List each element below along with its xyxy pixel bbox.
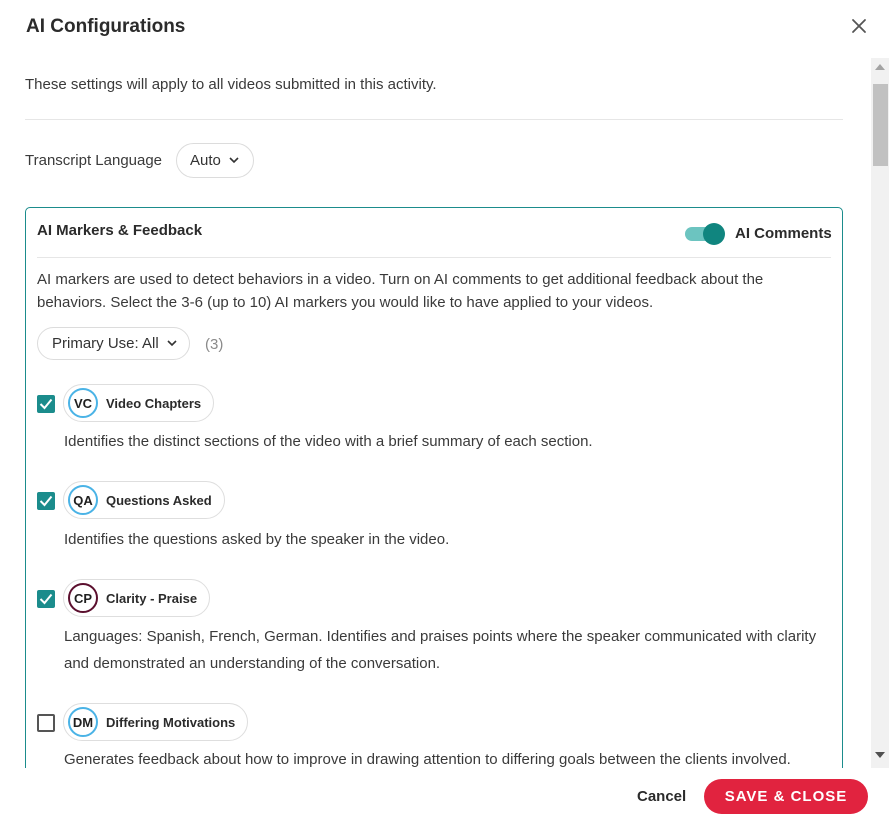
dialog-content[interactable] [0,58,870,768]
marker-checkbox[interactable] [37,714,55,732]
marker-name: Video Chapters [106,395,202,411]
transcript-language-label: Transcript Language [25,152,163,169]
checkmark-icon [39,495,53,507]
scrollbar-thumb[interactable] [873,84,888,166]
scrollbar[interactable] [871,58,889,768]
chevron-down-icon [167,340,177,347]
marker-checkbox[interactable] [37,590,55,608]
save-and-close-button[interactable]: SAVE & CLOSE [704,779,868,814]
marker-badge: VC [68,388,98,418]
transcript-language-select[interactable] [176,143,254,178]
close-button[interactable] [847,14,871,38]
selected-count: (3) [205,336,224,353]
checkmark-icon [39,398,53,410]
ai-comments-label: AI Comments [735,225,832,242]
marker-chip[interactable] [63,481,225,519]
marker-chip[interactable] [63,384,214,422]
marker-name: Clarity - Praise [106,590,198,606]
primary-use-filter-label: Primary Use: All [52,335,159,352]
marker-description: Languages: Spanish, French, German. Identifies and praises points where the speaker communicated with clarity and demonstrated an understanding of the conversation. [64,628,817,672]
marker-name: Differing Motivations [106,714,236,730]
marker-badge: CP [68,583,98,613]
triangle-down-icon [875,752,885,758]
marker-badge: QA [68,485,98,515]
scroll-down-arrow[interactable] [871,752,889,762]
dialog-title: AI Configurations [26,16,186,37]
marker-chip[interactable] [63,579,210,617]
marker-badge: DM [68,707,98,737]
marker-name: Questions Asked [106,492,212,508]
primary-use-filter[interactable] [37,327,190,360]
panel-description: AI markers are used to detect behaviors in a video. Turn on AI comments to get additional feedback about the behaviors. Select the 3-6 (up to 10) AI markers you would like to have applied to your videos. [37,271,764,311]
marker-description: Identifies the questions asked by the speaker in the video. [64,531,450,548]
panel-divider [37,257,831,258]
ai-comments-toggle[interactable] [685,223,725,243]
marker-checkbox[interactable] [37,492,55,510]
marker-description: Generates feedback about how to improve in drawing attention to differing goals between the clients involved. [64,751,791,768]
marker-checkbox[interactable] [37,395,55,413]
panel-title: AI Markers & Feedback [37,222,203,239]
toggle-knob [703,223,725,245]
divider [25,119,843,120]
chevron-down-icon [229,157,239,164]
marker-description: Identifies the distinct sections of the video with a brief summary of each section. [64,433,593,450]
marker-chip[interactable] [63,703,248,741]
cancel-button[interactable]: Cancel [637,788,687,805]
triangle-up-icon [875,64,885,70]
close-icon [851,18,867,34]
scroll-up-arrow[interactable] [871,64,889,74]
ai-markers-panel [25,207,843,768]
intro-text: These settings will apply to all videos submitted in this activity. [25,76,437,93]
checkmark-icon [39,593,53,605]
transcript-language-value: Auto [190,152,221,169]
